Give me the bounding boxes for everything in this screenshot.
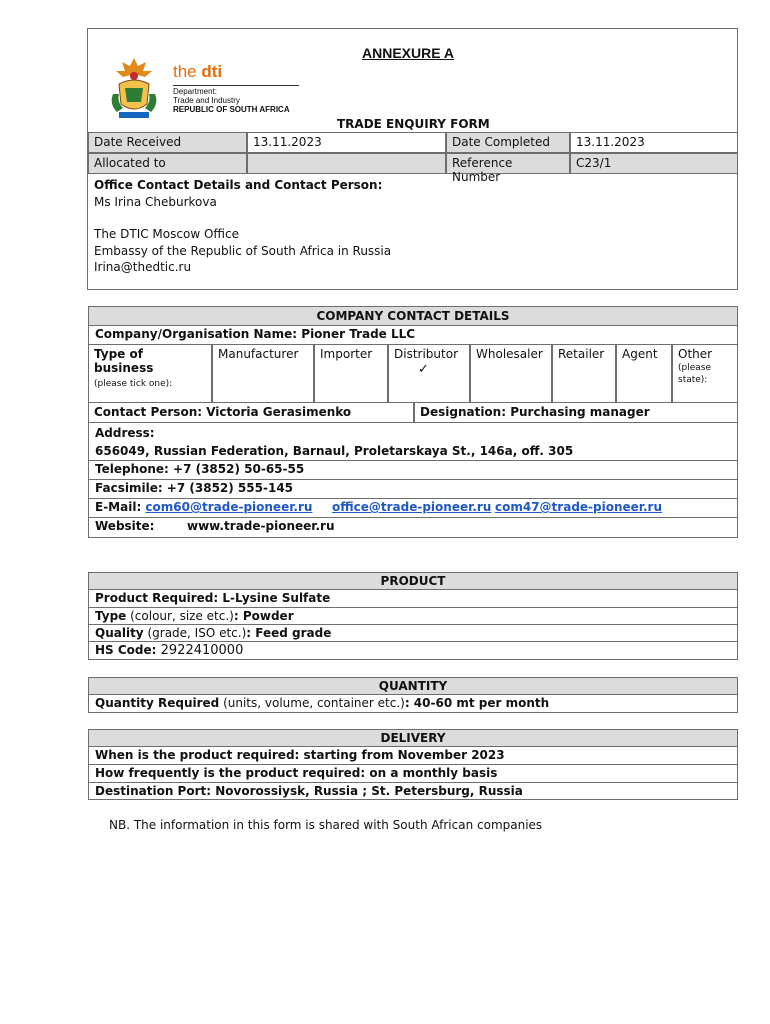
delivery-when: When is the product required: starting from November 2023 (88, 747, 738, 765)
email-row (88, 499, 738, 518)
address-label: Address: (95, 426, 155, 440)
designation: Designation: Purchasing manager (414, 403, 738, 423)
email-label: E-Mail: (95, 500, 146, 514)
footer-note: NB. The information in this form is shared with South African companies (109, 818, 543, 832)
telephone: Telephone: +7 (3852) 50-65-55 (88, 461, 738, 480)
email-link-3[interactable]: com47@trade-pioneer.ru (495, 500, 663, 514)
date-completed-value: 13.11.2023 (570, 132, 738, 153)
product-quality: Quality (grade, ISO etc.): Feed grade (88, 625, 738, 642)
product-heading: PRODUCT (88, 572, 738, 590)
website-row (88, 518, 738, 538)
office-person: Ms Irina Cheburkova (94, 194, 217, 209)
date-received-label: Date Received (88, 132, 247, 153)
business-type-hint: (please tick one): (94, 379, 173, 389)
quantity-heading: QUANTITY (88, 677, 738, 695)
quantity-required: Quantity Required (units, volume, container etc.): 40-60 mt per month (88, 695, 738, 713)
logo-republic: REPUBLIC OF SOUTH AFRICA (173, 105, 290, 114)
logo-trade-industry: Trade and Industry (173, 96, 240, 105)
distributor-tick-icon: ✓ (418, 362, 429, 377)
date-received-value: 13.11.2023 (247, 132, 446, 153)
logo-department: Department: (173, 87, 218, 96)
type-manufacturer[interactable]: Manufacturer (212, 345, 314, 403)
hs-code: HS Code: 2922410000 (88, 642, 738, 660)
office-contact-block (94, 177, 391, 276)
facsimile: Facsimile: +7 (3852) 555-145 (88, 480, 738, 499)
website-label: Website: (95, 519, 155, 533)
office-heading: Office Contact Details and Contact Person: (94, 178, 383, 192)
type-retailer[interactable]: Retailer (552, 345, 616, 403)
office-embassy: Embassy of the Republic of South Africa in Russia (94, 243, 392, 258)
company-heading: COMPANY CONTACT DETAILS (88, 306, 738, 326)
delivery-port: Destination Port: Novorossiysk, Russia ; St. Petersburg, Russia (88, 783, 738, 800)
office-email: Irina@thedtic.ru (94, 260, 192, 274)
contact-person: Contact Person: Victoria Gerasimenko (88, 403, 414, 423)
annexure-title: ANNEXURE A (362, 45, 455, 61)
office-name: The DTIC Moscow Office (94, 227, 239, 241)
form-title: TRADE ENQUIRY FORM (337, 117, 490, 131)
type-importer[interactable]: Importer (314, 345, 388, 403)
allocated-to-value (247, 153, 446, 174)
dti-logo (105, 54, 305, 124)
address-value: 656049, Russian Federation, Barnaul, Proletarskaya St., 146a, off. 305 (95, 444, 574, 458)
logo-wordmark-prefix: the (173, 62, 202, 81)
email-link-2[interactable]: office@trade-pioneer.ru (332, 500, 492, 514)
email-link-1[interactable]: com60@trade-pioneer.ru (145, 500, 313, 514)
type-distributor[interactable]: Distributor ✓ (388, 345, 470, 403)
date-completed-label: Date Completed (446, 132, 570, 153)
type-wholesaler[interactable]: Wholesaler (470, 345, 552, 403)
business-type-label-cell (88, 345, 212, 403)
product-required: Product Required: L-Lysine Sulfate (88, 590, 738, 608)
company-name: Company/Organisation Name: Pioner Trade LLC (88, 326, 738, 345)
reference-number-label: Reference Number (446, 153, 570, 174)
reference-number-value: C23/1 (570, 153, 738, 174)
type-agent[interactable]: Agent (616, 345, 672, 403)
business-type-label: Type of business (94, 347, 154, 375)
coat-of-arms-icon (105, 54, 163, 122)
logo-wordmark-brand: dti (201, 62, 223, 81)
other-hint: (please state): (678, 363, 712, 385)
address-row (88, 423, 738, 461)
delivery-heading: DELIVERY (88, 729, 738, 747)
product-type: Type (colour, size etc.): Powder (88, 608, 738, 625)
delivery-frequency: How frequently is the product required: on a monthly basis (88, 765, 738, 783)
allocated-to-label: Allocated to (88, 153, 247, 174)
website-value[interactable]: www.trade-pioneer.ru (187, 519, 335, 533)
type-other[interactable]: Other (please state): (672, 345, 738, 403)
